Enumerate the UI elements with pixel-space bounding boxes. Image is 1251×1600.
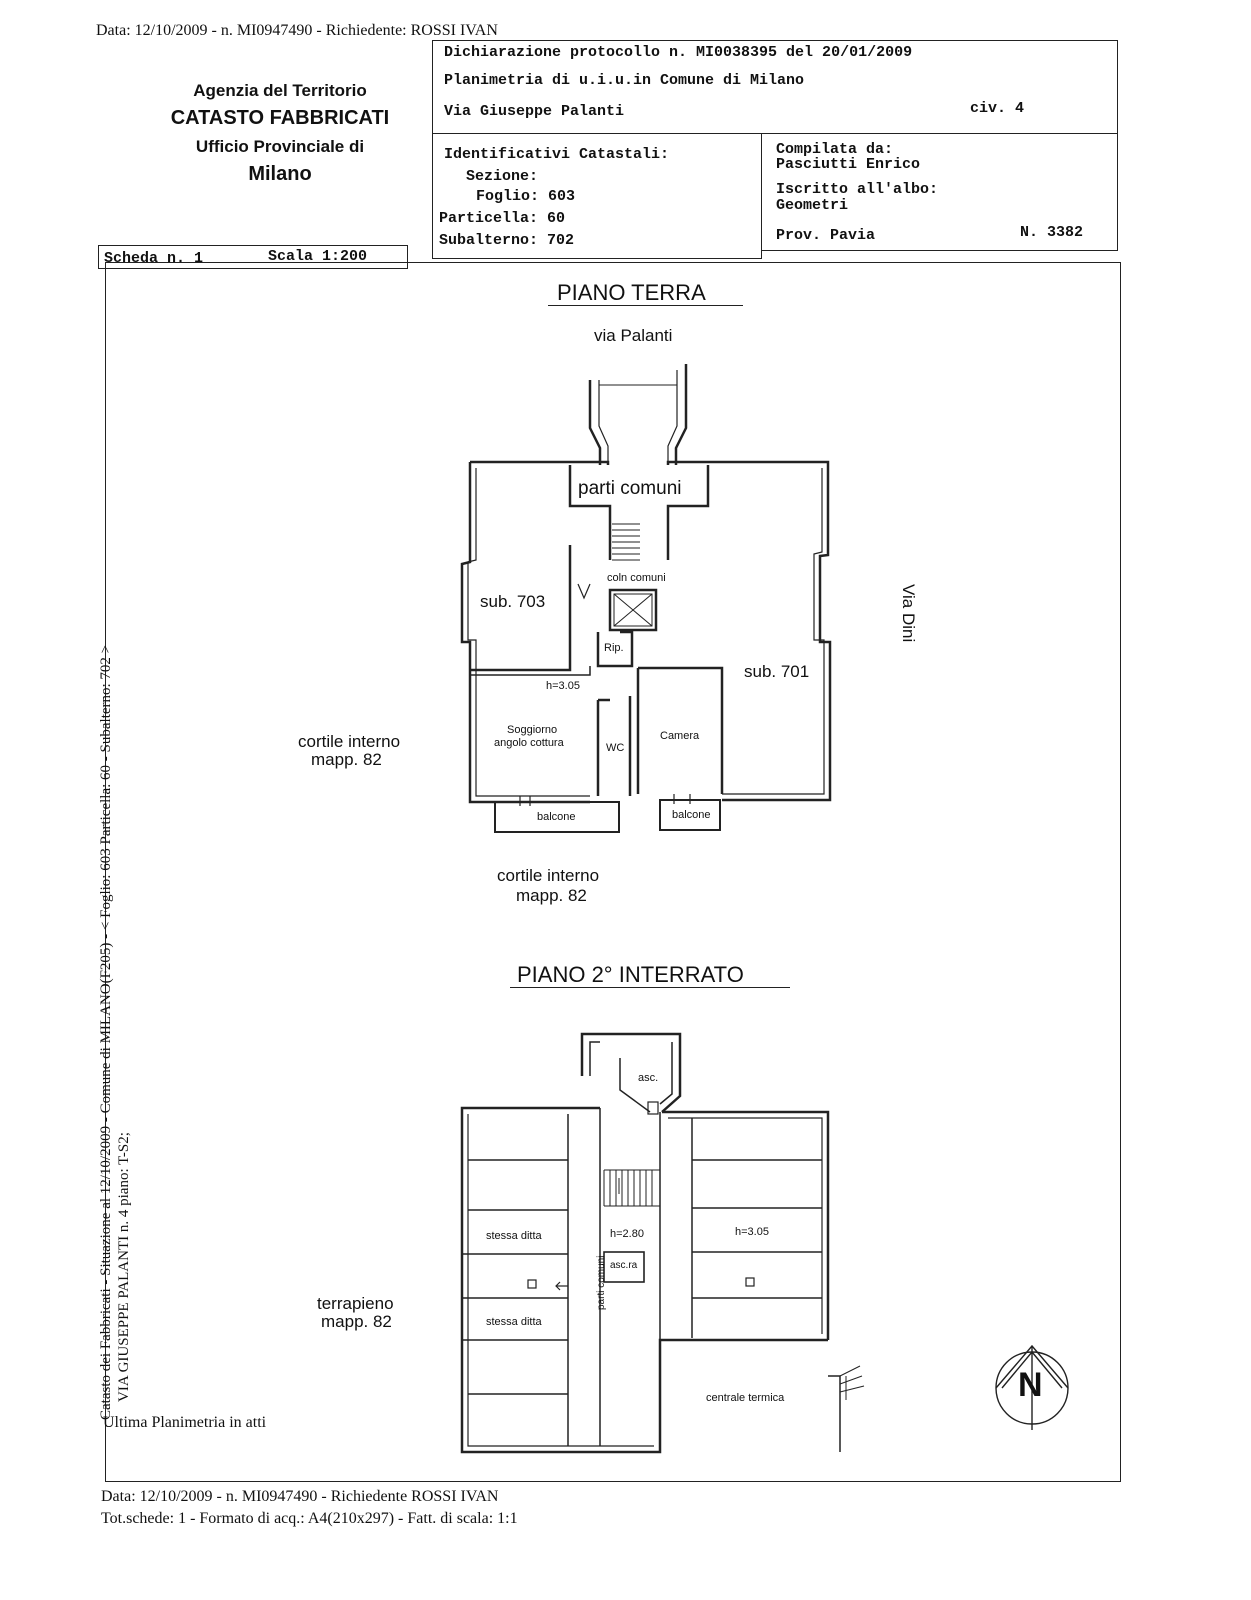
footer-line1: Data: 12/10/2009 - n. MI0947490 - Richiedente ROSSI IVAN bbox=[101, 1488, 499, 1505]
declaration-street: Via Giuseppe Palanti bbox=[444, 103, 625, 120]
soggiorno-label: Soggiorno bbox=[507, 724, 558, 736]
stessa-ditta-1-label: stessa ditta bbox=[486, 1230, 542, 1242]
agency-city: Milano bbox=[248, 163, 312, 185]
side-text-line1: Catasto dei Fabbricati - Situazione al 12/10/2009 - Comune di MILANO(F205) - < Foglio: 603 Particella: 60 - Subalterno: 702 > bbox=[98, 644, 114, 1420]
compiler-prov: Prov. Pavia bbox=[776, 227, 876, 244]
scheda-scale: Scala 1:200 bbox=[268, 248, 368, 265]
agency-office: Ufficio Provinciale di bbox=[195, 137, 365, 156]
sub-701-label: sub. 701 bbox=[744, 662, 810, 681]
ascra-label: asc.ra bbox=[610, 1260, 638, 1271]
identifiers-particella: Particella: 60 bbox=[439, 210, 566, 227]
agency-catasto: CATASTO FABBRICATI bbox=[170, 107, 390, 129]
cortile-left-mapp: mapp. 82 bbox=[311, 750, 382, 769]
terrapieno-label: terrapieno bbox=[317, 1294, 394, 1313]
declaration-protocol: Dichiarazione protocollo n. MI0038395 del 20/01/2009 bbox=[444, 44, 913, 61]
north-label: N bbox=[1018, 1366, 1043, 1404]
declaration-planimetry: Planimetria di u.i.u.in Comune di Milano bbox=[444, 72, 805, 89]
piano-interrato-plan bbox=[462, 1034, 864, 1452]
parti-comuni-vertical-label: parti comuni bbox=[596, 1255, 607, 1310]
asc-label: asc. bbox=[638, 1072, 659, 1084]
header-top-line: Data: 12/10/2009 - n. MI0947490 - Richiedente: ROSSI IVAN bbox=[96, 22, 498, 39]
coln-comuni-label: coln comuni bbox=[607, 572, 666, 584]
piano-interrato-underline bbox=[510, 987, 790, 988]
piano-interrato-title: PIANO 2° INTERRATO bbox=[517, 962, 744, 987]
identifiers-foglio: Foglio: 603 bbox=[476, 188, 576, 205]
identifiers-subalterno: Subalterno: 702 bbox=[439, 232, 575, 249]
via-palanti-label: via Palanti bbox=[594, 326, 673, 345]
rip-label: Rip. bbox=[604, 642, 624, 654]
piano-terra-title: PIANO TERRA bbox=[557, 280, 706, 305]
terrapieno-mapp: mapp. 82 bbox=[321, 1312, 392, 1331]
stessa-ditta-2-label: stessa ditta bbox=[486, 1316, 542, 1328]
ultima-planimetria: Ultima Planimetria in atti bbox=[103, 1414, 267, 1431]
height-right-label: h=3.05 bbox=[735, 1226, 769, 1238]
compiler-name: Pasciutti Enrico bbox=[776, 156, 921, 173]
footer-line2: Tot.schede: 1 - Formato di acq.: A4(210x297) - Fatt. di scala: 1:1 bbox=[101, 1510, 518, 1527]
camera-label: Camera bbox=[660, 730, 700, 742]
identifiers-title: Identificativi Catastali: bbox=[444, 146, 670, 163]
cortile-bottom-mapp: mapp. 82 bbox=[516, 886, 587, 905]
declaration-civ: civ. 4 bbox=[970, 100, 1025, 117]
compiler-albo-label: Iscritto all'albo: bbox=[776, 181, 939, 198]
scheda-number: Scheda n. 1 bbox=[104, 250, 204, 267]
cortile-left-label: cortile interno bbox=[298, 732, 401, 751]
agency-name: Agenzia del Territorio bbox=[193, 81, 367, 100]
balcone-right-label: balcone bbox=[672, 809, 711, 821]
side-text-line2: VIA GIUSEPPE PALANTI n. 4 piano: T-S2; bbox=[116, 1132, 132, 1402]
balcone-left-label: balcone bbox=[537, 811, 576, 823]
identifiers-sezione: Sezione: bbox=[466, 168, 539, 185]
compiler-number: N. 3382 bbox=[1020, 224, 1084, 241]
compiler-label: Compilata da: bbox=[776, 141, 894, 158]
sub-703-label: sub. 703 bbox=[480, 592, 546, 611]
height-label: h=3.05 bbox=[546, 680, 580, 692]
wc-label: WC bbox=[606, 742, 625, 754]
compiler-albo: Geometri bbox=[776, 197, 849, 214]
centrale-termica-label: centrale termica bbox=[706, 1392, 785, 1404]
height-left-label: h=2.80 bbox=[610, 1228, 644, 1240]
cortile-bottom-label: cortile interno bbox=[497, 866, 600, 885]
via-dini-label: Via Dini bbox=[899, 584, 918, 643]
angolo-cottura-label: angolo cottura bbox=[494, 737, 564, 749]
parti-comuni-label: parti comuni bbox=[578, 478, 682, 499]
